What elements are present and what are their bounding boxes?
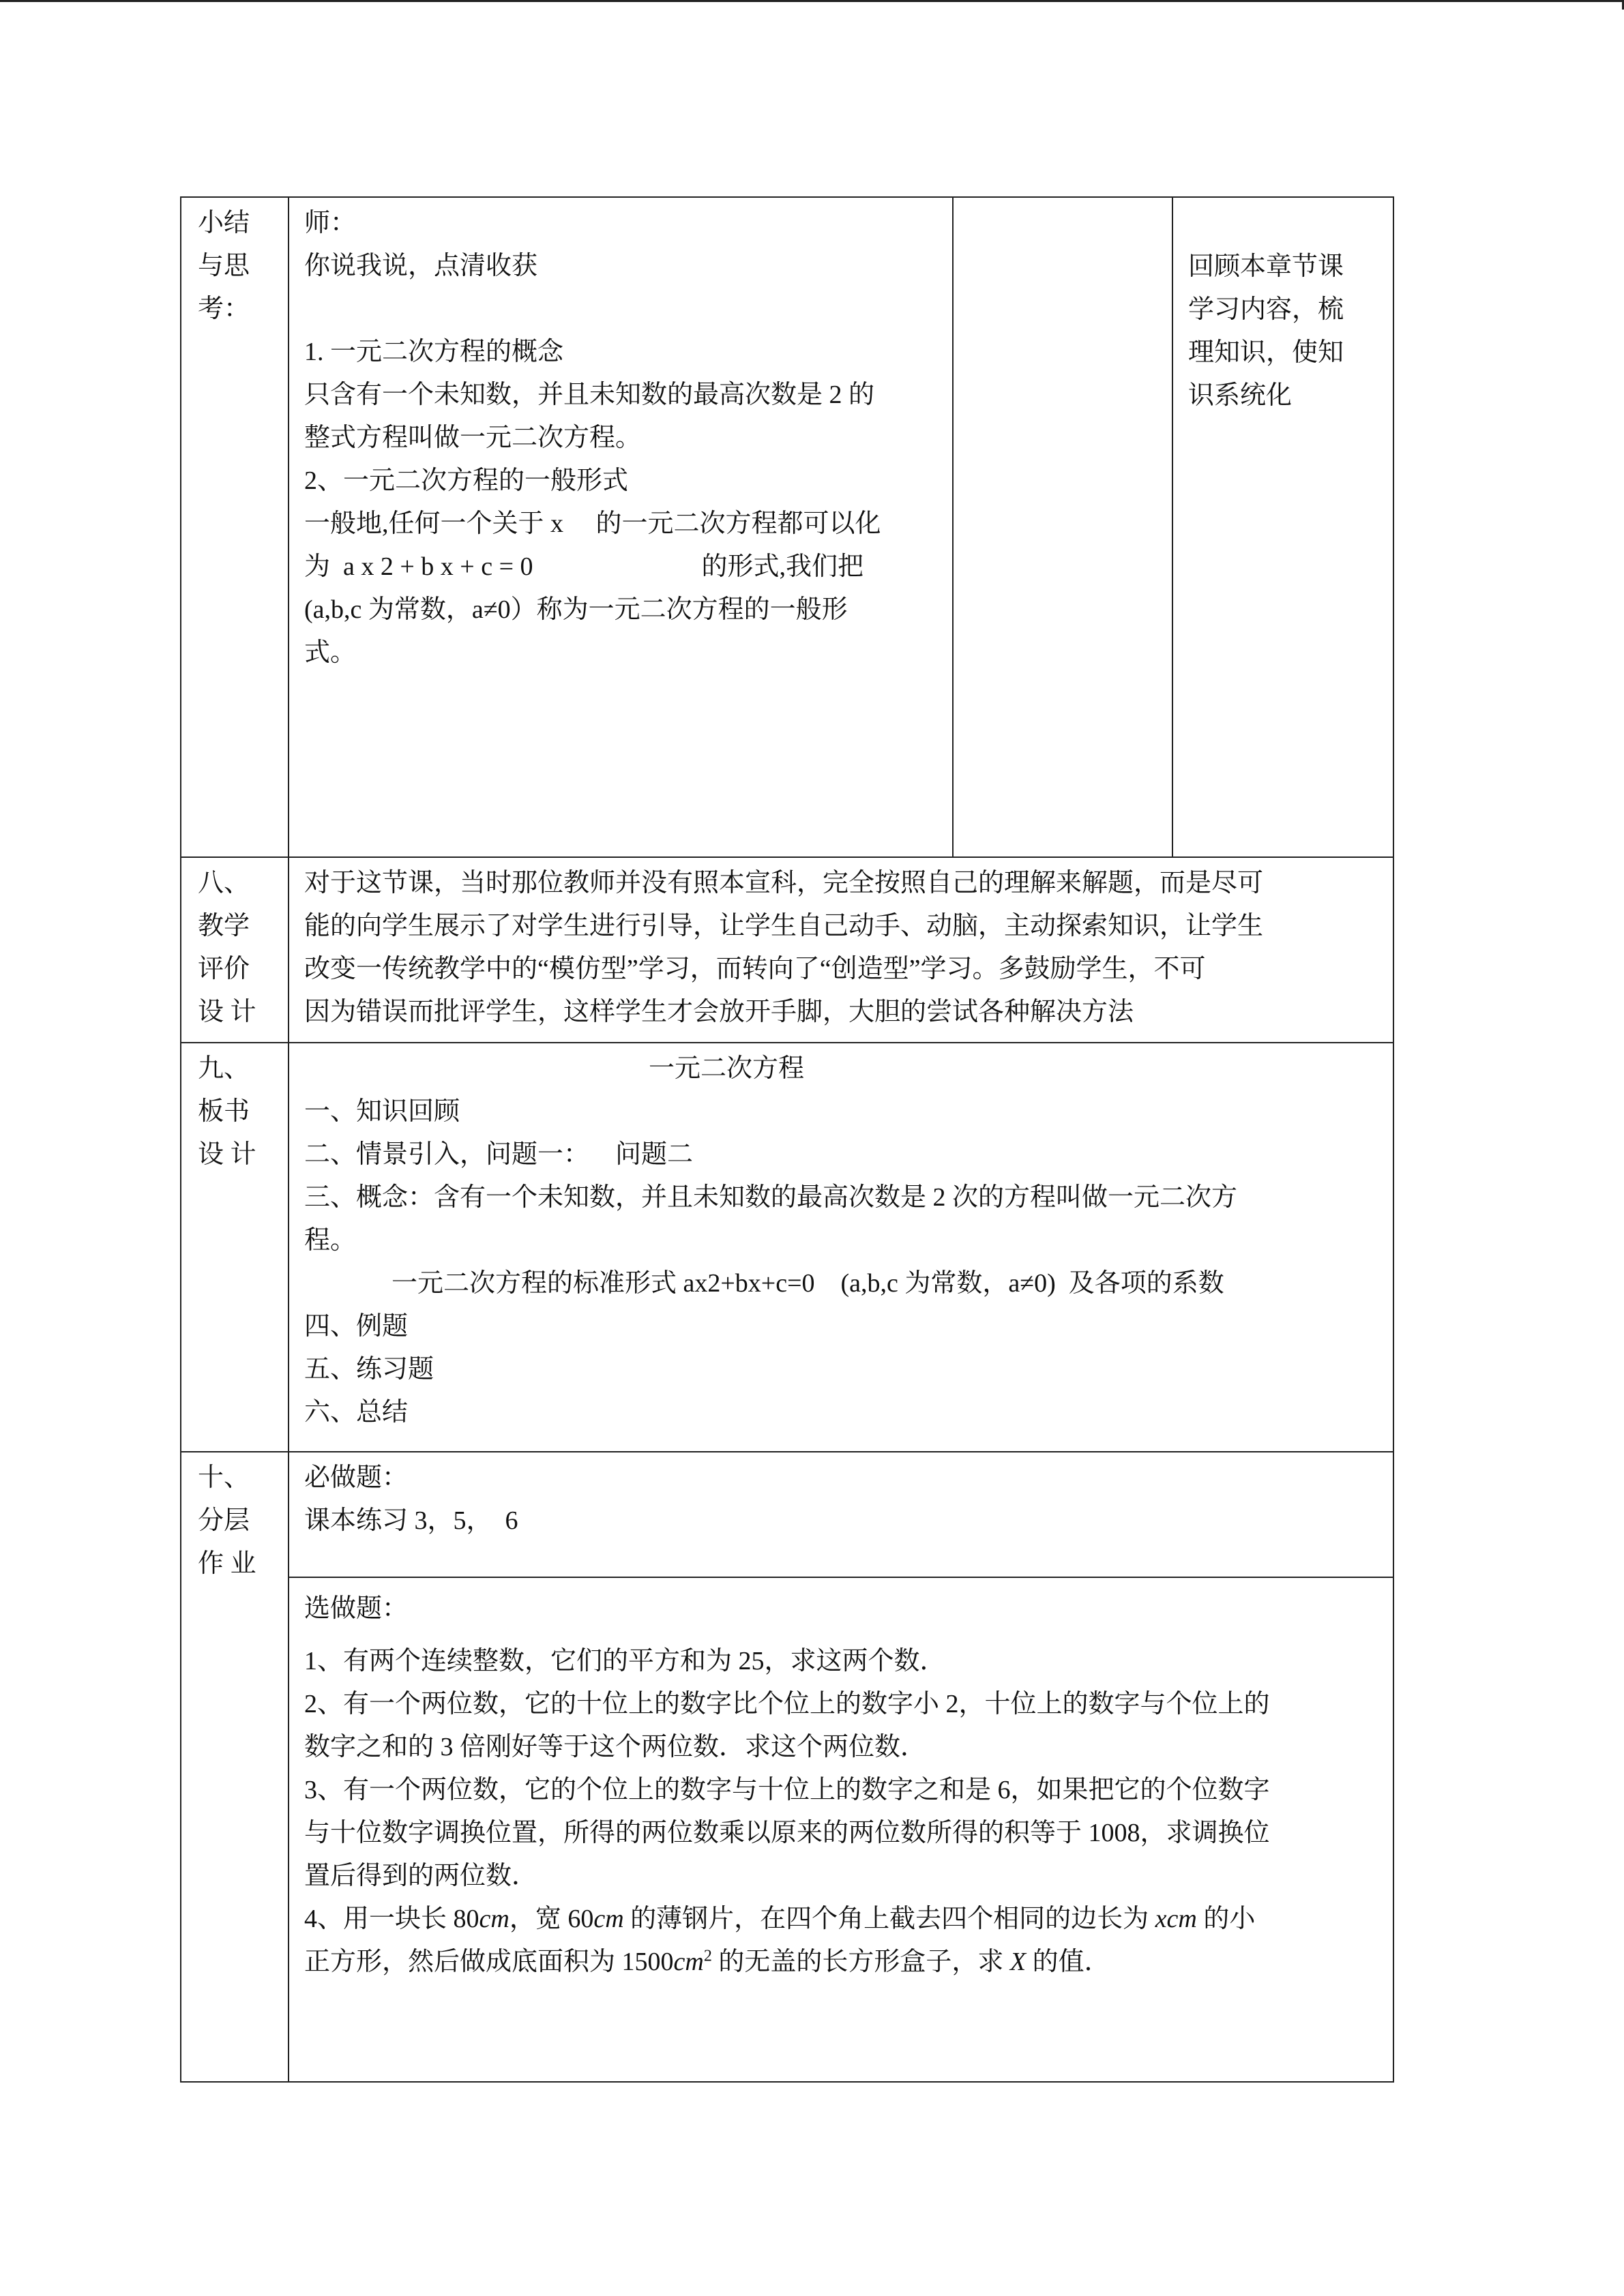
row-header-line: 评价 (198, 955, 250, 983)
note-line: 学习内容，梳 (1188, 295, 1344, 324)
text-line: 为 a x 2 + b x + c = 0 的形式,我们把 (304, 552, 864, 581)
note-line: 理知识，使知 (1188, 338, 1344, 367)
question-4-line-1 (304, 1898, 1393, 1941)
row-header-line: 设 计 (198, 1140, 256, 1169)
q4-unit: xcm (1155, 1905, 1197, 1933)
required-title: 必做题： (304, 1463, 409, 1492)
q4-text: 正方形，然后做成底面积为 1500 (304, 1948, 674, 1976)
row-header-line: 十、 (198, 1463, 250, 1492)
text-line: 改变一传统教学中的“模仿型”学习，而转向了“创造型”学习。多鼓励学生，不可 (304, 955, 1206, 983)
note-line: 回顾本章节课 (1188, 252, 1344, 281)
q4-text: 的值． (1026, 1948, 1110, 1976)
question-line: 数字之和的 3 倍刚好等于这个两位数．求这个两位数． (304, 1733, 927, 1761)
text-line: 1. 一元二次方程的概念 (304, 338, 564, 366)
row-header-line: 九、 (198, 1054, 250, 1083)
q4-variable: X (1009, 1948, 1027, 1976)
text-line: 程。 (304, 1226, 357, 1255)
text-line: 对于这节课，当时那位教师并没有照本宣科，完全按照自己的理解来解题，而是尽可 (304, 869, 1264, 897)
text-line: 能的向学生展示了对学生进行引导，让学生自己动手、动脑，主动探索知识，让学生 (304, 912, 1264, 940)
optional-title: 选做题： (304, 1594, 409, 1623)
text-line: (a,b,c 为常数，a≠0）称为一元二次方程的一般形 (304, 595, 848, 624)
evaluation-content-cell (289, 857, 1393, 1043)
board-title: 一元二次方程 (649, 1054, 805, 1083)
q4-text: 4、用一块长 80 (304, 1905, 479, 1933)
homework-required-row (181, 1452, 1393, 1577)
row-header-line: 板书 (198, 1097, 250, 1126)
homework-optional-row (181, 1577, 1393, 2082)
q4-text: 的无盖的长方形盒子，求 (711, 1948, 1010, 1976)
text-line: 因为错误而批评学生，这样学生才会放开手脚，大胆的尝试各种解决方法 (304, 998, 1134, 1026)
text-line: 2、一元二次方程的一般形式 (304, 466, 629, 495)
board-design-row (181, 1043, 1393, 1452)
evaluation-header-cell (181, 857, 289, 1043)
row-header-line: 教学 (198, 912, 250, 940)
summary-content-cell (289, 197, 953, 857)
homework-header-cell (181, 1452, 289, 2082)
text-line: 四、例题 (304, 1312, 409, 1341)
q4-unit: cm (479, 1905, 510, 1933)
q4-superscript: 2 (703, 1947, 712, 1965)
text-line: 只含有一个未知数，并且未知数的最高次数是 2 的 (304, 381, 875, 409)
text-line: 整式方程叫做一元二次方程。 (304, 423, 642, 452)
q4-text: 的薄钢片，在四个角上截去四个相同的边长为 (623, 1905, 1155, 1933)
question-4-line-2 (304, 1941, 1393, 1984)
row-header-line: 作 业 (198, 1549, 256, 1578)
question-line: 2、有一个两位数，它的十位上的数字比个位上的数字小 2，十位上的数字与个位上的 (304, 1690, 1270, 1718)
row-header-line: 八、 (198, 869, 250, 897)
text-line: 你说我说，点清收获 (304, 252, 538, 280)
row-header-line: 设 计 (198, 998, 256, 1026)
q4-text: ，宽 60 (509, 1905, 594, 1933)
blank-line (304, 288, 952, 331)
q4-unit: cm (593, 1905, 624, 1933)
evaluation-row (181, 857, 1393, 1043)
question-line: 3、有一个两位数，它的个位上的数字与十位上的数字之和是 6，如果把它的个位数字 (304, 1776, 1270, 1804)
text-line: 式。 (304, 638, 357, 667)
summary-note-cell (1172, 197, 1393, 857)
homework-required-cell (289, 1452, 1393, 1577)
question-line: 与十位数字调换位置，所得的两位数乘以原来的两位数所得的积等于 1008，求调换位 (304, 1819, 1270, 1847)
empty-cell (953, 197, 1172, 857)
required-text: 课本练习 3，5， 6 (304, 1506, 518, 1535)
text-line: 一、知识回顾 (304, 1097, 460, 1126)
summary-row (181, 197, 1393, 857)
row-header-line: 与思 (198, 252, 250, 280)
text-line: 三、概念：含有一个未知数，并且未知数的最高次数是 2 次的方程叫做一元二次方 (304, 1183, 1238, 1212)
summary-header-cell (181, 197, 289, 857)
row-header-line: 分层 (198, 1506, 250, 1535)
lesson-plan-table (180, 196, 1394, 2083)
row-header-line: 小结 (198, 209, 250, 237)
question-line: 置后得到的两位数． (304, 1862, 538, 1890)
text-line: 六、总结 (304, 1398, 409, 1427)
text-line: 五、练习题 (304, 1355, 434, 1384)
board-header-cell (181, 1043, 289, 1452)
board-content-cell (289, 1043, 1393, 1452)
text-line: 二、情景引入，问题一： 问题二 (304, 1140, 694, 1169)
text-line: 师： (304, 209, 357, 237)
standard-form-line: 一元二次方程的标准形式 ax2+bx+c=0 (a,b,c 为常数，a≠0) 及各项的系数 (392, 1269, 1224, 1298)
row-header-line: 考： (198, 295, 250, 323)
text-line: 一般地,任何一个关于 x 的一元二次方程都可以化 (304, 509, 881, 538)
homework-optional-cell (289, 1577, 1393, 2082)
question-line: 1、有两个连续整数，它们的平方和为 25，求这两个数． (304, 1647, 946, 1675)
q4-unit: cm (673, 1948, 704, 1976)
note-line: 识系统化 (1188, 381, 1293, 410)
q4-text: 的小 (1196, 1905, 1256, 1933)
page-top-border (0, 0, 1624, 2)
